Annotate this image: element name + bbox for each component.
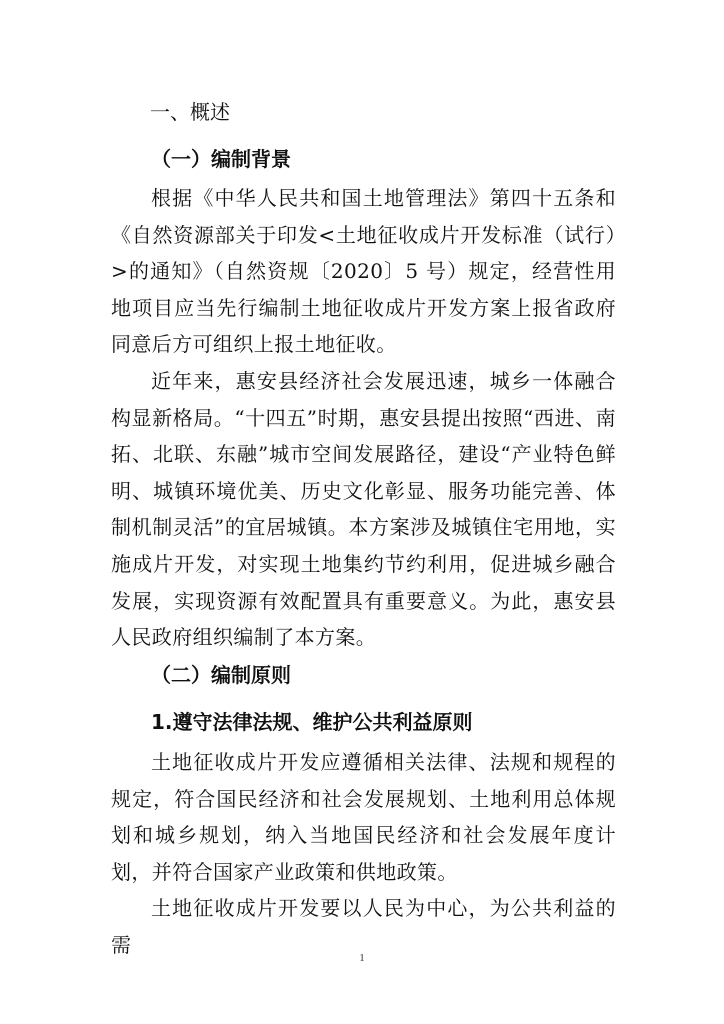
paragraph-principle-people-centered: 土地征收成片开发要以人民为中心，为公共利益的需 bbox=[111, 896, 616, 957]
paragraph-background-legal-basis: 根据《中华人民共和国土地管理法》第四十五条和《自然资源部关于印发<土地征收成片开发标准（试行）>的通知》（自然资规〔2020〕5 号）规定，经营性用地项目应当先行编制土地征收成片开发方案上报省政府同意后方可组织上报土地征收。 bbox=[111, 186, 616, 357]
section-heading-background: （一）编制背景 bbox=[151, 147, 291, 171]
heading-overview: 一、概述 bbox=[150, 100, 230, 124]
page-number: 1 bbox=[359, 952, 365, 964]
paragraph-background-development: 近年来，惠安县经济社会发展迅速，城乡一体融合构显新格局。“十四五”时期，惠安县提出按照“西进、南拓、北联、东融”城市空间发展路径，建设“产业特色鲜明、城镇环境优美、历史文化彰显、服务功能完善、体制机制灵活”的宜居城镇。本方案涉及城镇住宅用地，实施成片开发，对实现土地集约节约利用，促进城乡融合发展，实现资源有效配置具有重要意义。为此，惠安县人民政府组织编制了本方案。 bbox=[111, 369, 616, 650]
section-heading-principles: （二）编制原则 bbox=[151, 663, 291, 687]
paragraph-principle-law: 土地征收成片开发应遵循相关法律、法规和规程的规定，符合国民经济和社会发展规划、土地利用总体规划和城乡规划，纳入当地国民经济和社会发展年度计划，并符合国家产业政策和供地政策。 bbox=[111, 750, 616, 884]
principle-heading-law-public-interest: 1.遵守法律法规、维护公共利益原则 bbox=[151, 710, 473, 734]
